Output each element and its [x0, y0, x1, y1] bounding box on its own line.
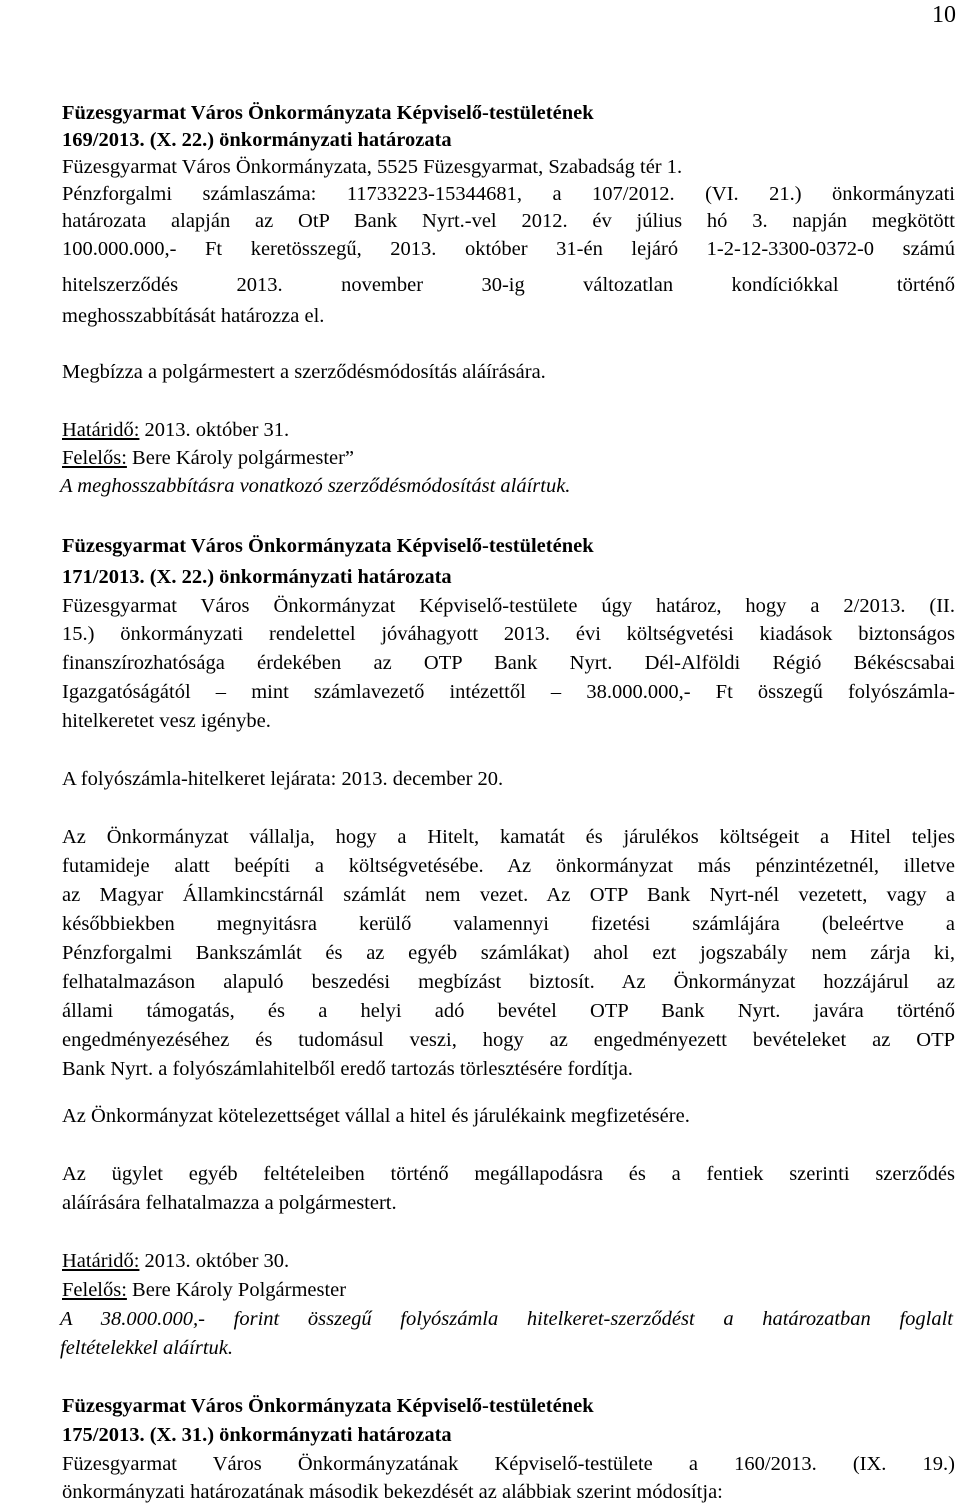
responsible-line	[62, 445, 955, 472]
deadline-label: Határidő:	[62, 419, 140, 441]
signed-note-line: A 38.000.000,- forint összegű folyószámla hitelkeret-szerződést a határozatban foglalt	[60, 1308, 953, 1330]
body-line: aláírására felhatalmazza a polgármestert.	[62, 1192, 397, 1214]
body-line: Füzesgyarmat Város Önkormányzata, 5525 Füzesgyarmat, Szabadság tér 1.	[62, 156, 683, 178]
resolution-heading: Füzesgyarmat Város Önkormányzata Képviselő-testületének	[62, 1395, 594, 1417]
body-line: Pénzforgalmi számlaszáma: 11733223-15344681, a 107/2012. (VI. 21.) önkormányzati	[62, 183, 955, 205]
body-line: Füzesgyarmat Város Önkormányzatának Képviselő-testülete a 160/2013. (IX. 19.)	[62, 1453, 955, 1475]
body-line: hitelkeretet vesz igénybe.	[62, 710, 271, 732]
responsible-line	[62, 1277, 955, 1304]
deadline-value: 2013. október 31.	[139, 419, 290, 441]
deadline-label: Határidő:	[62, 1250, 140, 1272]
body-line: 15.) önkormányzati rendelettel jóváhagyott 2013. évi költségvetési kiadások biztonságos	[62, 623, 955, 645]
deadline-line	[62, 1248, 955, 1275]
body-line: Igazgatóságától – mint számlavezető intézettől – 38.000.000,- Ft összegű folyószámla-	[62, 681, 955, 703]
obligation-text: Az Önkormányzat kötelezettséget vállal a hitel és járulékaink megfizetésére.	[62, 1105, 690, 1127]
body-line: későbbiekben megnyitásra kerülő valamennyi fizetési számlájára (beleértve a	[62, 913, 955, 935]
body-line: Pénzforgalmi Bankszámlát és az egyéb számlákat) ahol ezt jogszabály nem zárja ki,	[62, 942, 955, 964]
body-line: határozata alapján az OtP Bank Nyrt.-vel 2012. év július hó 3. napján megkötött	[62, 210, 955, 232]
responsible-label: Felelős:	[62, 1279, 127, 1301]
mandate-text: Megbízza a polgármestert a szerződésmódosítás aláírására.	[62, 361, 546, 383]
responsible-value: Bere Károly Polgármester	[126, 1279, 347, 1301]
responsible-label: Felelős:	[62, 447, 127, 469]
signed-note: A meghosszabbításra vonatkozó szerződésmódosítást aláírtuk.	[60, 475, 571, 497]
deadline-value: 2013. október 30.	[139, 1250, 290, 1272]
body-line: futamideje alatt beépíti a költségvetésébe. Az önkormányzat más pénzintézetnél, illetve	[62, 855, 955, 877]
body-line: állami támogatás, és a helyi adó bevétel OTP Bank Nyrt. javára történő	[62, 1000, 955, 1022]
resolution-heading: Füzesgyarmat Város Önkormányzata Képviselő-testületének	[62, 102, 594, 124]
deadline-line	[62, 417, 955, 444]
body-line: Az Önkormányzat vállalja, hogy a Hitelt, kamatát és járulékos költségeit a Hitel teljes	[62, 826, 955, 848]
body-line: az Magyar Államkincstárnál számlát nem vezet. Az OTP Bank Nyrt-nél vezetett, vagy a	[62, 884, 955, 906]
expiry-text: A folyószámla-hitelkeret lejárata: 2013. december 20.	[62, 768, 504, 790]
body-line: Bank Nyrt. a folyószámlahitelből eredő tartozás törlesztésére fordítja.	[62, 1058, 633, 1080]
body-line: engedményezéséhez és tudomásul veszi, hogy az engedményezett bevételeket az OTP	[62, 1029, 955, 1051]
body-line: felhatalmazáson alapuló beszedési megbízást biztosít. Az Önkormányzat hozzájárul az	[62, 971, 955, 993]
signed-note-line: feltételekkel aláírtuk.	[60, 1337, 234, 1359]
resolution-number: 171/2013. (X. 22.) önkormányzati határozata	[62, 566, 452, 588]
body-line: Füzesgyarmat Város Önkormányzat Képviselő-testülete úgy határoz, hogy a 2/2013. (II.	[62, 595, 955, 617]
resolution-number: 169/2013. (X. 22.) önkormányzati határozata	[62, 129, 452, 151]
body-line: meghosszabbítását határozza el.	[62, 305, 325, 327]
responsible-value: Bere Károly polgármester”	[126, 447, 355, 469]
resolution-heading: Füzesgyarmat Város Önkormányzata Képviselő-testületének	[62, 535, 594, 557]
page-number: 10	[932, 2, 956, 28]
body-line: finanszírozhatósága érdekében az OTP Bank Nyrt. Dél-Alföldi Régió Békéscsabai	[62, 652, 955, 674]
body-line: 100.000.000,- Ft keretösszegű, 2013. október 31-én lejáró 1-2-12-3300-0372-0 számú	[62, 238, 955, 260]
body-line: önkormányzati határozatának második bekezdését az alábbiak szerint módosítja:	[62, 1481, 723, 1503]
resolution-number: 175/2013. (X. 31.) önkormányzati határozata	[62, 1424, 452, 1446]
body-line: Az ügylet egyéb feltételeiben történő megállapodásra és a fentiek szerinti szerződés	[62, 1163, 955, 1185]
body-line: hitelszerződés 2013. november 30-ig változatlan kondíciókkal történő	[62, 274, 955, 296]
